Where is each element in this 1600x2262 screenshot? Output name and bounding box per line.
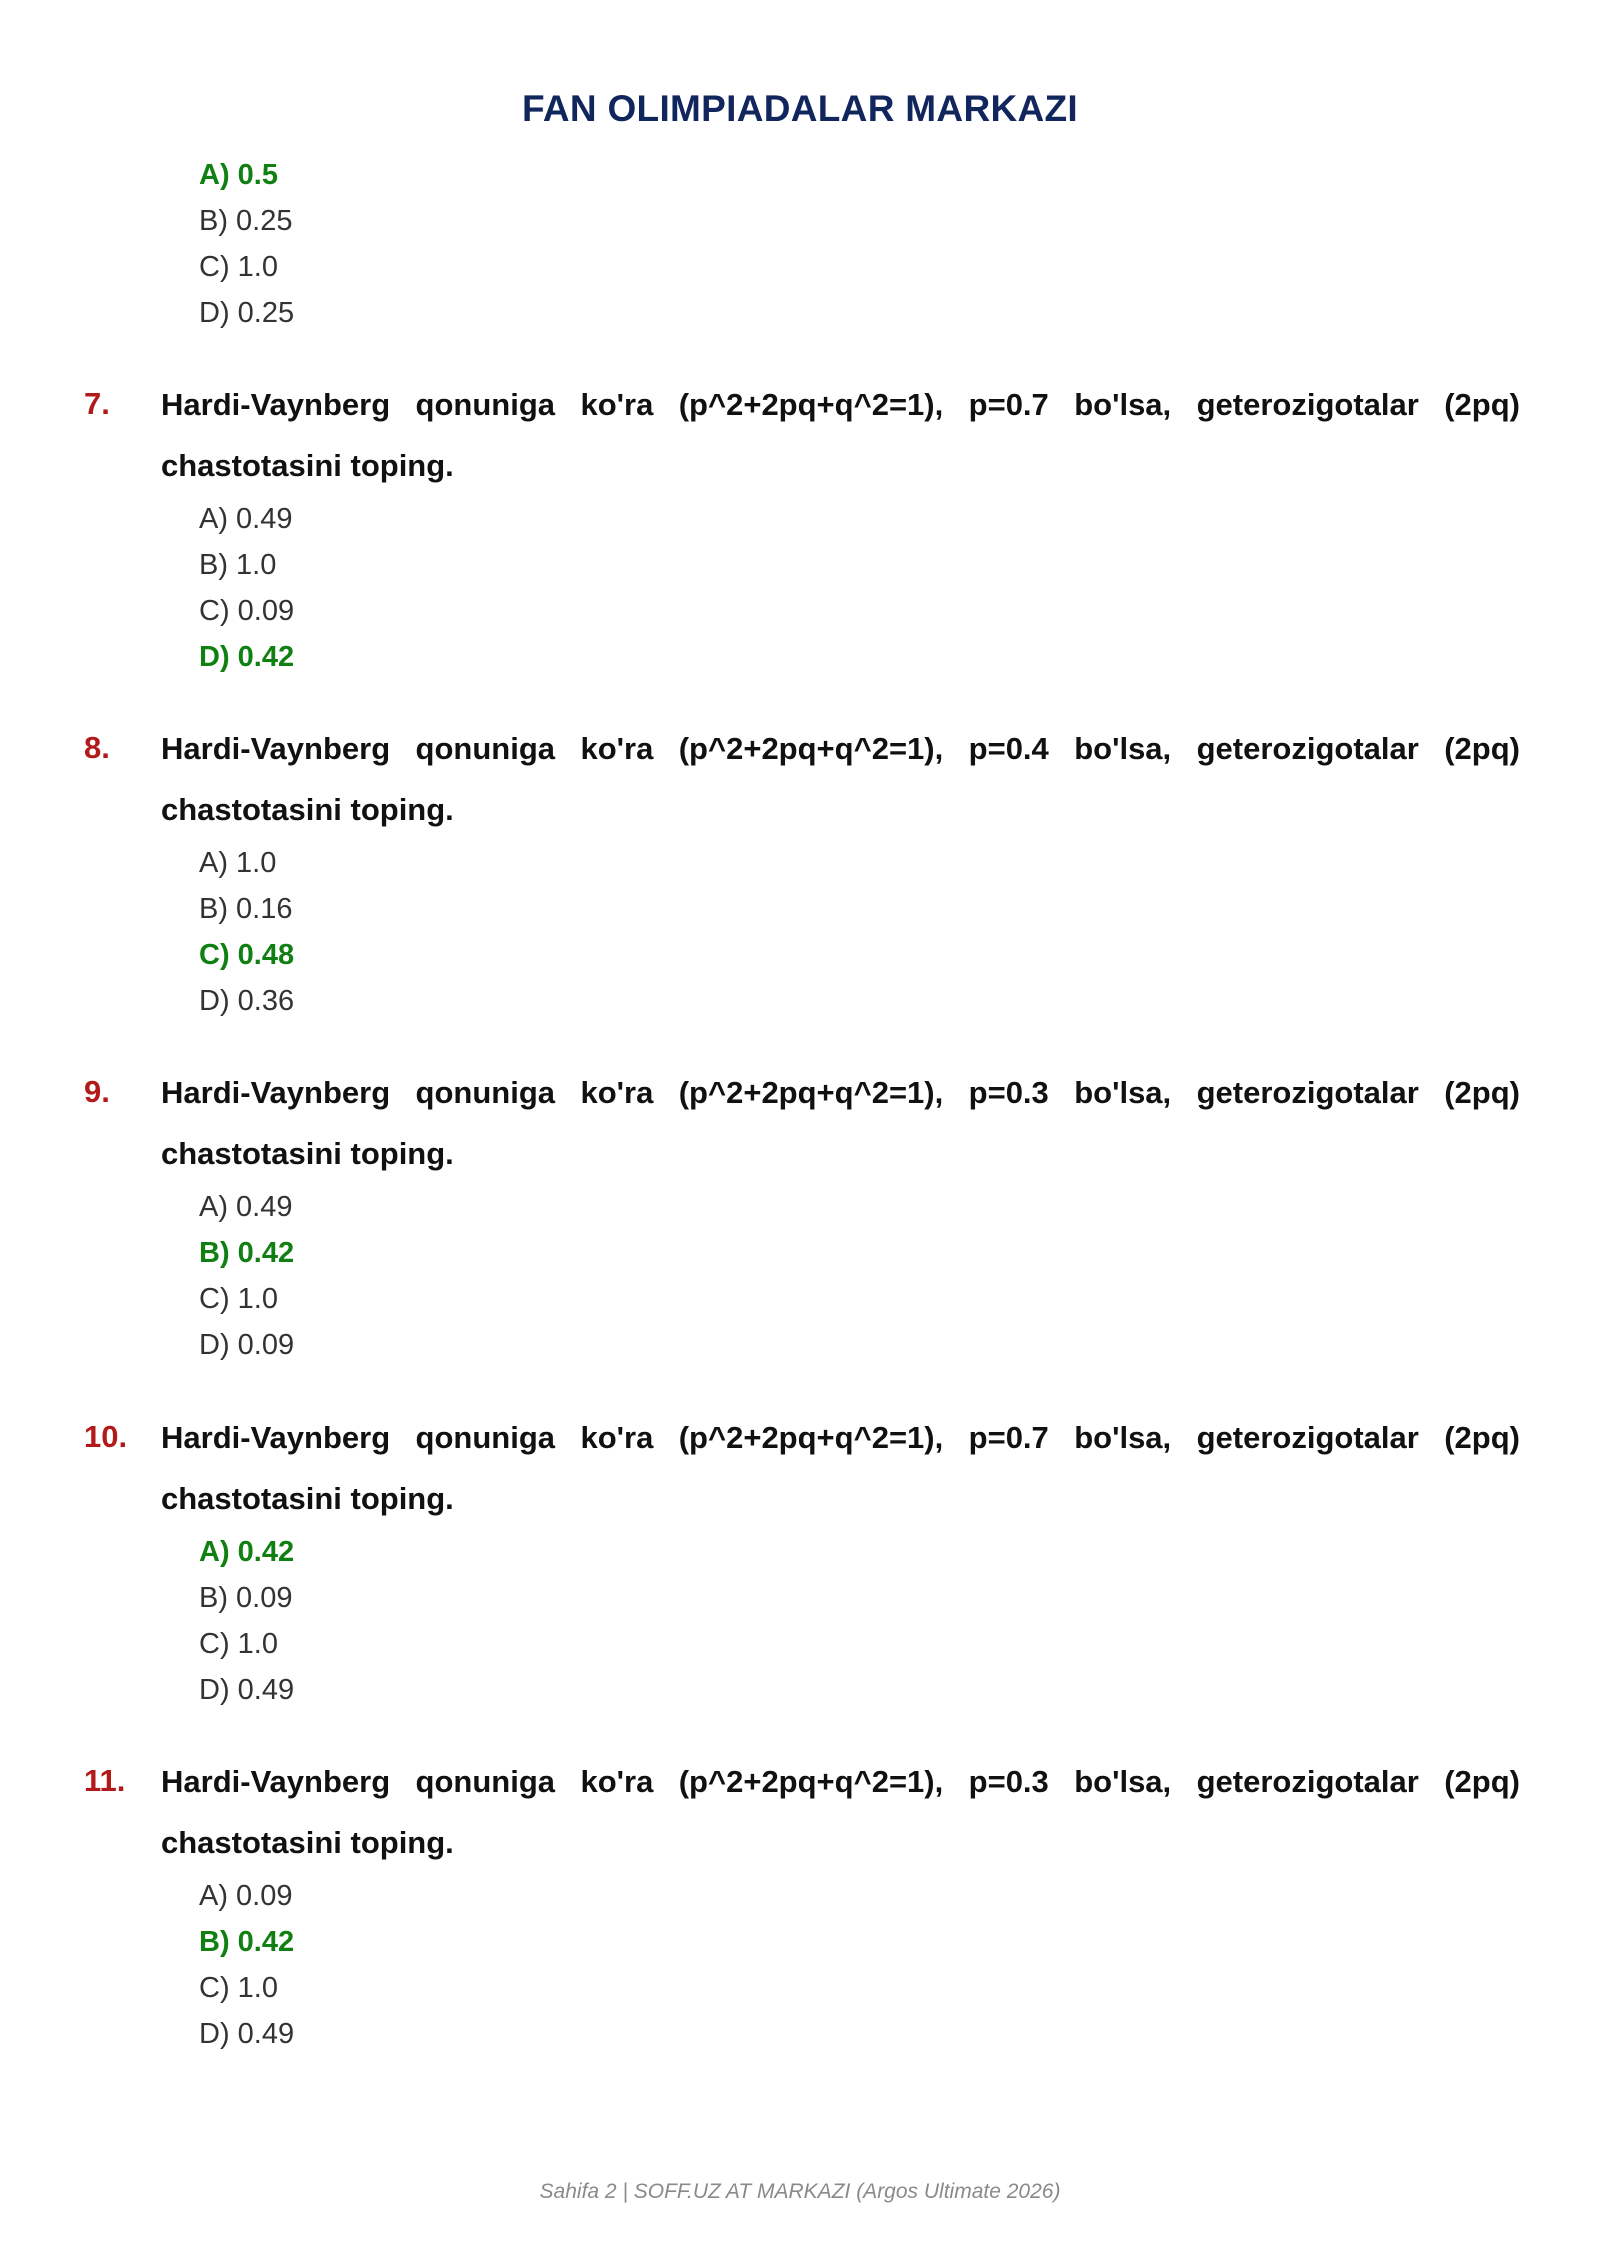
option: A) 0.49 [199,1191,293,1223]
option: D) 0.36 [199,985,295,1017]
question-10 [84,1407,1520,1529]
question-number: 10. [84,1419,128,1454]
option: A) 0.49 [199,503,293,535]
question-number: 7. [84,386,110,421]
question-8 [84,718,1520,840]
option: C) 1.0 [199,1283,278,1315]
option-correct: D) 0.42 [199,641,295,673]
option: B) 1.0 [199,549,277,581]
question-7-options [199,496,294,680]
question-text: Hardi-Vaynberg qonuniga ko'ra (p^2+2pq+q^2=1), p=0.3 bo'lsa, geterozigotalar (2pq) chastotasini toping. [161,1764,1520,1860]
option: C) 1.0 [199,251,278,283]
question-8-options [199,840,294,1024]
option-correct: A) 0.42 [199,1536,295,1568]
option: C) 0.09 [199,595,295,627]
page-header-title: FAN OLIMPIADALAR MARKAZI [522,88,1078,129]
question-text: Hardi-Vaynberg qonuniga ko'ra (p^2+2pq+q^2=1), p=0.3 bo'lsa, geterozigotalar (2pq) chastotasini toping. [161,1075,1520,1171]
option: D) 0.25 [199,297,295,329]
question-number: 11. [84,1763,126,1798]
option: B) 0.16 [199,893,293,925]
top-options [199,152,294,336]
option: A) 1.0 [199,847,277,879]
option-correct: A) 0.5 [199,159,278,191]
option: B) 0.25 [199,205,293,237]
option: D) 0.09 [199,1329,295,1361]
question-11-options [199,1873,294,2057]
option-correct: C) 0.48 [199,939,295,971]
option-correct: B) 0.42 [199,1237,295,1269]
option: C) 1.0 [199,1628,278,1660]
question-number: 9. [84,1074,110,1109]
option: D) 0.49 [199,1674,295,1706]
question-11 [84,1751,1520,1873]
question-9 [84,1062,1520,1184]
question-9-options [199,1184,294,1368]
question-text: Hardi-Vaynberg qonuniga ko'ra (p^2+2pq+q^2=1), p=0.7 bo'lsa, geterozigotalar (2pq) chastotasini toping. [161,1420,1520,1516]
question-10-options [199,1529,294,1713]
option-correct: B) 0.42 [199,1926,295,1958]
option: B) 0.09 [199,1582,293,1614]
option: A) 0.09 [199,1880,293,1912]
option: C) 1.0 [199,1972,278,2004]
question-number: 8. [84,730,110,765]
option: D) 0.49 [199,2018,295,2050]
question-text: Hardi-Vaynberg qonuniga ko'ra (p^2+2pq+q^2=1), p=0.4 bo'lsa, geterozigotalar (2pq) chastotasini toping. [161,731,1520,827]
question-text: Hardi-Vaynberg qonuniga ko'ra (p^2+2pq+q^2=1), p=0.7 bo'lsa, geterozigotalar (2pq) chastotasini toping. [161,387,1520,483]
question-7 [84,374,1520,496]
page-footer: Sahifa 2 | SOFF.UZ AT MARKAZI (Argos Ultimate 2026) [539,2180,1061,2203]
